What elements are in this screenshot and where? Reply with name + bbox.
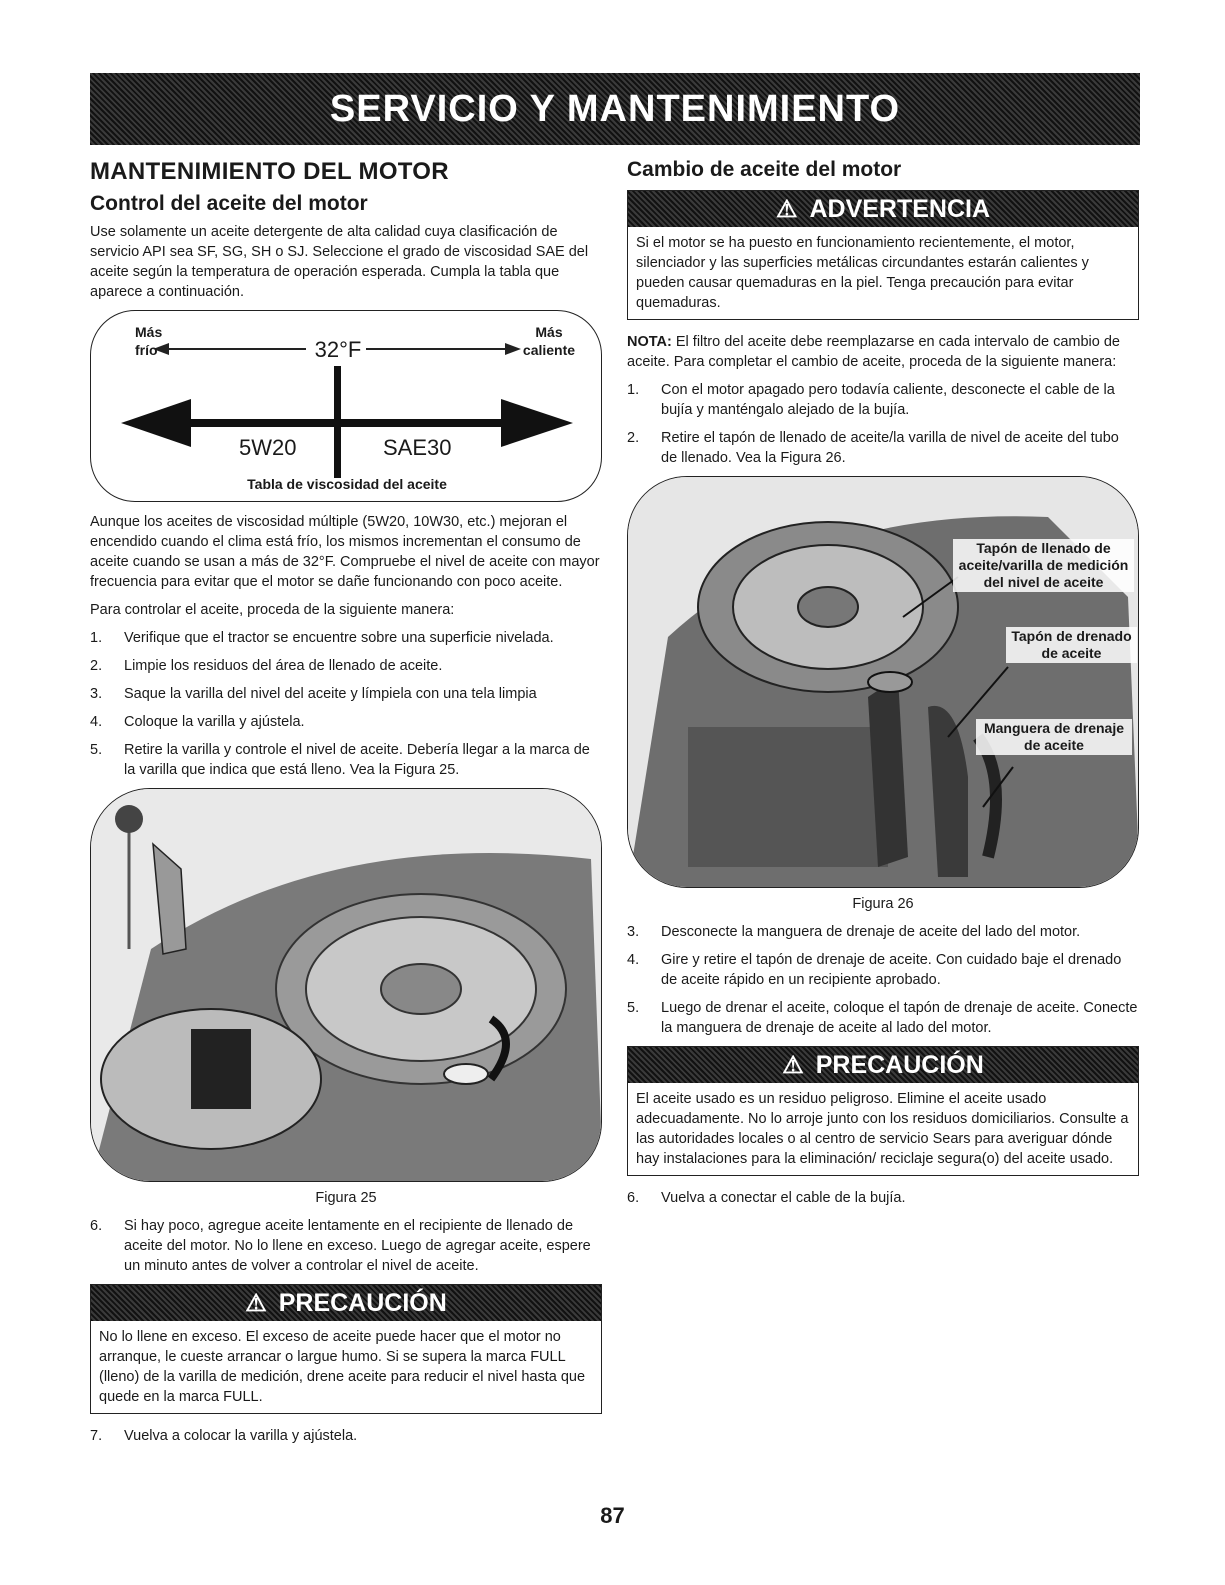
list-item: 6. Si hay poco, agregue aceite lentamente en el recipiente de llenado de aceite del motor. No lo llene en exceso. Luego de agregar aceite, espere un minuto antes de volver a controlar el nivel de aceite. (90, 1218, 591, 1274)
figure-26-image (627, 476, 1139, 888)
warning-title: ADVERTENCIA (809, 194, 991, 223)
list-item: 4. Gire y retire el tapón de drenaje de aceite. Con cuidado baje el drenado de aceite rápido en un recipiente aprobado. (627, 952, 1122, 988)
warning-text: Si el motor se ha puesto en funcionamiento recientemente, el motor, silenciador y las superficies metálicas circundantes estarán calientes y pueden causar quemaduras en la piel. Tenga precaución para evitar quemaduras. (636, 235, 1089, 311)
figure-25-caption: Figura 25 (315, 1190, 377, 1206)
warning-box-hot (627, 190, 1139, 320)
warning-triangle-icon: ⚠ (245, 1289, 267, 1317)
intro-paragraph: Use solamente un aceite detergente de alta calidad cuya clasificación de servicio API sea SF, SG, SH o SJ. Seleccione el grado de viscosidad SAE del aceite según la temperatura de operación esperada. Cumpla la tabla que aparece a continuación. (90, 224, 589, 300)
figure-25-image (90, 788, 602, 1182)
caution-box-disposal (627, 1046, 1139, 1176)
change-steps-a (627, 380, 1139, 468)
note-paragraph: NOTA: El filtro del aceite debe reemplazarse en cada intervalo de cambio de aceite. Para completar el cambio de aceite, proceda de la siguiente manera: (627, 334, 1120, 370)
list-item: 1. Con el motor apagado pero todavía caliente, desconecte el cable de la bujía y manténgalo alejado de la bujía. (627, 382, 1115, 418)
caution-text: El aceite usado es un residuo peligroso. Elimine el aceite usado adecuadamente. No lo arroje junto con los residuos domiciliarios. Consulte a las autoridades locales o al centro de servicio Sears para averiguar dónde hay instalaciones para la eliminación/ reciclaje segura(o) del aceite usado. (636, 1091, 1129, 1167)
list-item: 2. Limpie los residuos del área de llenado de aceite. (90, 658, 443, 674)
right-column (627, 158, 1139, 1216)
hot-label: Más caliente (522, 324, 576, 358)
warning-triangle-icon: ⚠ (775, 195, 798, 223)
temperature-label: 32°F (314, 337, 362, 362)
list-item: 7. Vuelva a colocar la varilla y ajústela. (90, 1428, 358, 1444)
grade-5w20: 5W20 (239, 435, 297, 460)
check-steps (90, 628, 602, 780)
cold-label: Más frío (135, 324, 163, 358)
caution-text: No lo llene en exceso. El exceso de aceite puede hacer que el motor no arranque, le cueste arrancar o largue humo. Si se supera la marca FULL (lleno) de la varilla de medición, drene aceite para reducir el nivel hasta que quede en la marca FULL. (99, 1329, 586, 1405)
list-item: 4. Coloque la varilla y ajústela. (90, 714, 305, 730)
left-column (90, 158, 602, 1454)
final-step (90, 1426, 602, 1446)
reconnect-step (627, 1188, 1139, 1208)
procedure-intro: Para controlar el aceite, proceda de la siguiente manera: (90, 602, 455, 618)
subsection-heading: Control del aceite del motor (90, 192, 368, 215)
page-banner (90, 73, 1140, 145)
change-steps-b (627, 922, 1139, 1038)
figure-26-caption: Figura 26 (852, 896, 914, 912)
list-item: 6. Vuelva a conectar el cable de la bujía. (627, 1190, 906, 1206)
list-item: 2. Retire el tapón de llenado de aceite/la varilla de nivel de aceite del tubo de llenado. Vea la Figura 26. (627, 430, 1119, 466)
engine-dipstick-illustration (91, 789, 602, 1181)
fill-cap-label: Tapón de llenado de aceite/varilla de medición del nivel de aceite (953, 539, 1134, 592)
drain-plug-label: Tapón de drenado de aceite (1006, 627, 1137, 663)
list-item: 5. Luego de drenar el aceite, coloque el tapón de drenaje de aceite. Conecte la manguera de drenaje de aceite al lado del motor. (627, 1000, 1138, 1036)
section-heading: MANTENIMIENTO DEL MOTOR (90, 158, 449, 185)
viscosity-chart (90, 310, 602, 502)
list-item: 1. Verifique que el tractor se encuentre sobre una superficie nivelada. (90, 630, 554, 646)
add-oil-steps (90, 1216, 602, 1276)
list-item: 3. Desconecte la manguera de drenaje de aceite del lado del motor. (627, 924, 1081, 940)
note-label: NOTA: (627, 334, 672, 350)
caution-title: PRECAUCIÓN (815, 1050, 984, 1079)
banner-title: SERVICIO Y MANTENIMIENTO (329, 87, 901, 130)
caution-box-overfill (90, 1284, 602, 1414)
multigrade-paragraph: Aunque los aceites de viscosidad múltiple (5W20, 10W30, etc.) mejoran el encendido cuando el clima está frío, los mismos incrementan el consumo de aceite cuando se usan a más de 32°F. Compruebe el nivel de aceite con mayor frecuencia para evitar que el motor se dañe funcionando con poco aceite. (90, 514, 600, 590)
list-item: 5. Retire la varilla y controle el nivel de aceite. Debería llegar a la marca de la varilla que indica que está lleno. Vea la Figura 25. (90, 742, 590, 778)
grade-sae30: SAE30 (383, 435, 452, 460)
subsection-heading: Cambio de aceite del motor (627, 158, 902, 181)
warning-triangle-icon: ⚠ (782, 1051, 804, 1079)
list-item: 3. Saque la varilla del nivel del aceite y límpiela con una tela limpia (90, 686, 537, 702)
page-number: 87 (600, 1503, 625, 1528)
drain-hose-label: Manguera de drenaje de aceite (976, 719, 1132, 755)
caution-title: PRECAUCIÓN (278, 1288, 447, 1317)
chart-caption: Tabla de viscosidad del aceite (247, 476, 447, 492)
